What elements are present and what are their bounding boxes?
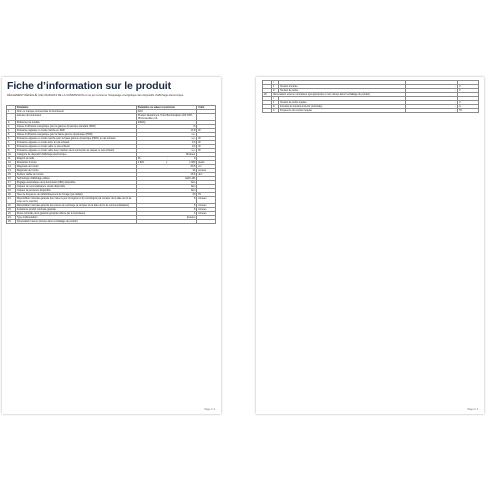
row-number: 26. bbox=[263, 93, 272, 97]
row-parameter: Catégorie de dispositif d’affichage électronique bbox=[15, 153, 136, 157]
row-number: 6. bbox=[7, 137, 16, 141]
row-number: 21. bbox=[7, 197, 16, 204]
row-number: 10. bbox=[7, 153, 16, 157]
row-unit: W bbox=[197, 129, 216, 133]
row-number: 16. bbox=[7, 177, 16, 181]
row-value: Non bbox=[136, 189, 197, 193]
row-value-part: 16 bbox=[137, 157, 141, 160]
page-title: Fiche d’information sur le produit bbox=[7, 80, 172, 92]
row-number: 23. bbox=[7, 208, 16, 212]
row-parameter: Tension d’entrée bbox=[279, 85, 406, 89]
row-value: LED LCD bbox=[136, 177, 197, 181]
row-number: 18. bbox=[7, 185, 16, 189]
row-parameter: Capteur de reconnaissance vocale disponible bbox=[15, 185, 136, 189]
page-number: Page 1 / 2 bbox=[204, 409, 215, 411]
row-value: - bbox=[406, 105, 458, 109]
row-parameter: Tension de sortie bbox=[279, 89, 406, 93]
row-number: 9. bbox=[7, 149, 16, 153]
row-sub-index: iv bbox=[272, 109, 279, 113]
row-unit: Hz bbox=[458, 109, 479, 113]
row-unit: pixels bbox=[197, 161, 216, 165]
row-parameter: Classe d’efficacité énergétique pour la haute gamme dynamique (HDR) bbox=[15, 133, 136, 137]
row-number: 24. bbox=[7, 212, 16, 216]
table-row bbox=[7, 114, 216, 121]
row-unit: V bbox=[458, 89, 479, 93]
row-parameter: Puissance appelée en mode veille, le cas échéant bbox=[15, 145, 136, 149]
row-number: 1. bbox=[7, 110, 16, 114]
row-value-part: : bbox=[166, 157, 168, 160]
row-sub-index: iii bbox=[272, 105, 279, 109]
row-number: 4. bbox=[7, 129, 16, 133]
table-row bbox=[7, 197, 216, 204]
row-number: 8. bbox=[7, 145, 16, 149]
row-unit: W bbox=[197, 137, 216, 141]
row-parameter: Durée minimale de la garantie générale offerte par le fournisseur bbox=[15, 212, 136, 216]
power-supply-table bbox=[262, 80, 479, 113]
row-parameter: Alimentation externe normalisée (qui appropriée si non incluse dans l’emballage du produit) bbox=[272, 93, 406, 97]
row-value: 24N2Q bbox=[136, 121, 197, 125]
row-value: s.o. bbox=[136, 149, 197, 153]
row-value: Externe bbox=[136, 216, 197, 220]
row-value: s.o. bbox=[136, 133, 197, 137]
row-value: 8 bbox=[136, 197, 197, 204]
row-value: - bbox=[406, 89, 458, 93]
row-value: 8 bbox=[136, 208, 197, 212]
table-row bbox=[7, 220, 216, 224]
row-parameter: Réglage automatique de la luminosité (ABC) disponible bbox=[15, 181, 136, 185]
row-parameter: Rapport de taille bbox=[15, 157, 136, 161]
row-parameter: Puissance appelée en mode veille avec maintien de la connexion au réseau, le cas échéant bbox=[15, 149, 136, 153]
row-parameter: Puissance appelée en mode marche en SDR bbox=[15, 129, 136, 133]
row-parameter: Surface visible de l’écran bbox=[15, 173, 136, 177]
document-page-1 bbox=[2, 77, 221, 414]
row-value: 24 bbox=[136, 169, 197, 173]
row-parameter: Puissance appelée en mode arrêt, le cas échéant bbox=[15, 141, 136, 145]
row-number: 11. bbox=[7, 157, 16, 161]
row-value: 8 bbox=[136, 204, 197, 208]
row-value: Non bbox=[136, 185, 197, 189]
row-unit: W bbox=[197, 145, 216, 149]
row-number: 13. bbox=[7, 165, 16, 169]
header-param: Paramètre bbox=[15, 106, 136, 110]
row-parameter: Diagonale de l’écran bbox=[15, 169, 136, 173]
row-number: 7. bbox=[7, 141, 16, 145]
row-sub-index: ii bbox=[272, 85, 279, 89]
row-sub-index: ii bbox=[272, 101, 279, 105]
row-parameter: Assistance produit minimale garantie bbox=[15, 208, 136, 212]
row-value: 60 bbox=[136, 193, 197, 197]
row-parameter: Taux de fréquence de rafraîchissement de l’image (par défaut) bbox=[15, 193, 136, 197]
row-parameter: Adresse du fournisseur bbox=[15, 114, 136, 121]
row-parameter: Alimentation interne (incluse dans l’emballage du produit) bbox=[15, 220, 136, 224]
row-parameter: Type d’alimentation bbox=[15, 216, 136, 220]
row-number: 12. bbox=[7, 161, 16, 165]
row-unit: pouces bbox=[197, 169, 216, 173]
row-number: 22. bbox=[7, 204, 16, 208]
row-number: 17. bbox=[7, 181, 16, 185]
row-number: 2. bbox=[7, 121, 16, 125]
product-info-table bbox=[6, 105, 216, 224]
row-value: D bbox=[136, 125, 197, 129]
row-value: 15,6 bbox=[136, 173, 197, 177]
row-value: 0,3 bbox=[136, 145, 197, 149]
row-unit: W bbox=[197, 141, 216, 145]
row-value bbox=[136, 220, 197, 224]
row-number: 25. bbox=[7, 220, 16, 224]
row-unit: V bbox=[458, 101, 479, 105]
document-page-2 bbox=[256, 77, 484, 414]
row-value: Moniteur bbox=[136, 153, 197, 157]
row-unit: Hz bbox=[197, 193, 216, 197]
row-parameter: Référence du modèle bbox=[15, 121, 136, 125]
row-number: 5. bbox=[7, 133, 16, 137]
row-unit bbox=[197, 220, 216, 224]
row-unit: cm bbox=[197, 165, 216, 169]
header-unit: Unité bbox=[197, 106, 216, 110]
row-unit: A bbox=[458, 105, 479, 109]
row-value: 13,9 bbox=[136, 129, 197, 133]
row-value: 0,3 bbox=[136, 141, 197, 145]
row-unit: W bbox=[197, 149, 216, 153]
row-value-part: 1 080 bbox=[189, 161, 196, 164]
row-parameter: Fréquence du courant requise bbox=[279, 109, 406, 113]
row-sub-index: i bbox=[272, 97, 279, 101]
row-parameter: Nom ou marque commerciale du fournisseur bbox=[15, 110, 136, 114]
row-value-part: 9 bbox=[193, 157, 196, 160]
row-value: AOC bbox=[136, 110, 197, 114]
row-unit: dm² bbox=[197, 173, 216, 177]
row-value: - bbox=[406, 85, 458, 89]
header-value: Paramètre ou valeur et précision bbox=[136, 106, 197, 110]
row-value: Product Department, Prins Bernhardplein 200 1097, JB Amsterdam, NL bbox=[136, 114, 197, 121]
row-value-part: 1 920 bbox=[137, 161, 144, 164]
regulation-intro: RÈGLEMENT DÉLÉGUÉ (UE) 2019/2013 DE LA COMMISSION en ce qui concerne l’étiquetage énergétique des dispositifs d’affichage électronique bbox=[7, 94, 184, 97]
row-number bbox=[263, 109, 272, 113]
row-value: s.o. bbox=[136, 137, 197, 141]
row-parameter: Résolution d’écran bbox=[15, 161, 136, 165]
row-unit bbox=[197, 114, 216, 121]
row-parameter: Disponibilité minimale garantie des pièces de rechange (à compter de la date de fin de commercialisation) bbox=[15, 204, 136, 208]
row-parameter: Disponibilité minimale garantie des mises à jour du logiciel et du micrologiciel (à compter de la date de fin de mise sur le marché) bbox=[15, 197, 136, 204]
row-unit: Années bbox=[197, 204, 216, 208]
row-number: 24. bbox=[7, 216, 16, 220]
row-number: 3. bbox=[7, 125, 16, 129]
row-unit: V bbox=[458, 85, 479, 89]
row-value: - bbox=[406, 109, 458, 113]
row-number bbox=[7, 114, 16, 121]
row-value-part: x bbox=[165, 161, 168, 164]
row-parameter: Capteur de présence disponible bbox=[15, 189, 136, 193]
row-sub-index: iii bbox=[272, 89, 279, 93]
row-parameter: Diagonale de l’écran bbox=[15, 165, 136, 169]
row-unit: Années bbox=[197, 197, 216, 204]
table-row bbox=[263, 109, 479, 113]
row-number: 14. bbox=[7, 169, 16, 173]
row-number: 20. bbox=[7, 193, 16, 197]
row-value: Non bbox=[136, 181, 197, 185]
row-number: 15. bbox=[7, 173, 16, 177]
row-sub-index: i bbox=[272, 81, 279, 85]
row-unit: Années bbox=[197, 208, 216, 212]
row-parameter: Classe d’efficacité énergétique pour la gamme dynamique standard (SDR) bbox=[15, 125, 136, 129]
row-value: 60,5 bbox=[136, 165, 197, 169]
row-value: 3 bbox=[136, 212, 197, 216]
row-value: - bbox=[406, 101, 458, 105]
row-number: 19. bbox=[7, 189, 16, 193]
row-parameter: Tension de sortie requise bbox=[279, 101, 406, 105]
row-parameter: Puissance appelée en mode marche pour la haute gamme dynamique (HDR), le cas échéant bbox=[15, 137, 136, 141]
row-unit: Années bbox=[197, 212, 216, 216]
row-parameter: Intensité du courant à fournir (minimale) bbox=[279, 105, 406, 109]
page-number: Page 2 / 2 bbox=[467, 409, 478, 411]
row-parameter: Technologie d’affichage utilisée bbox=[15, 177, 136, 181]
